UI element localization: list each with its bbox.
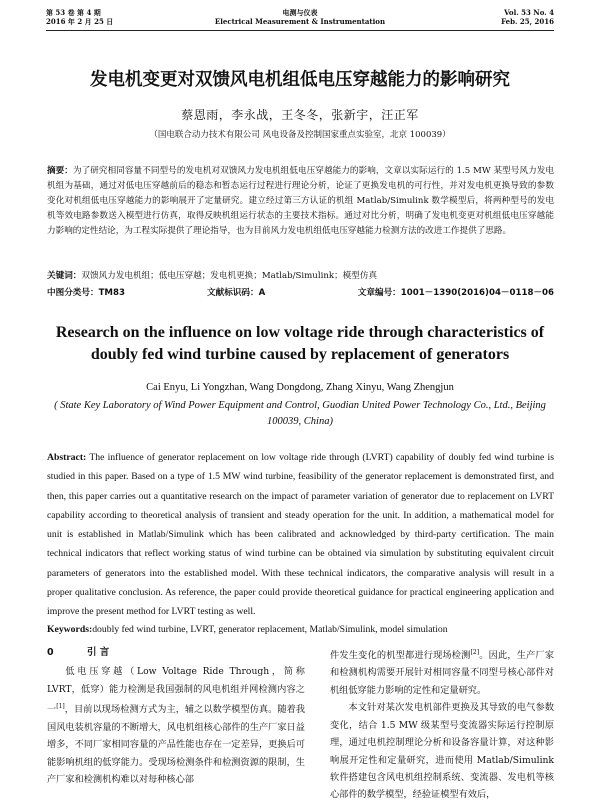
intro-text-a: 低电压穿越（Low Voltage Ride Through，简称 LVRT，低穿）能力检测是我国强制的风电机组并网检测内容之一 <box>47 666 305 716</box>
section-heading-intro <box>47 644 305 661</box>
affiliation-en: ( State Key Laboratory of Wind Power Equipment and Control, Guodian United Power Technology Co., Ltd., Beijing 100039, China) <box>54 400 546 427</box>
section-title: 引 言 <box>87 647 110 658</box>
abstract-en-label: Abstract: <box>47 452 87 463</box>
title-cn: 发电机变更对双馈风电机组低电压穿越能力的影响研究 <box>90 70 510 90</box>
body-column-left <box>47 644 305 788</box>
header-journal: 电测与仪表 Electrical Measurement & Instrumentation <box>214 8 386 26</box>
intro-paragraph-1-cont <box>330 644 554 699</box>
header-date: Vol. 53 No. 4 Feb. 25, 2016 <box>501 8 554 26</box>
keywords-cn-text: 双馈风力发电机组；低电压穿越；发电机更换；Matlab/Simulink；模型仿真 <box>81 271 378 281</box>
title-en: Research on the influence on low voltage ride through characteristics of doubly fed wind turbine caused by replacement of generators <box>55 324 545 363</box>
citation-2: [2] <box>470 649 480 656</box>
intro-paragraph-1 <box>47 663 305 788</box>
intro-text-c: 件发生变化的机型都进行现场检测 <box>330 650 471 662</box>
keywords-cn-label: 关键词： <box>47 271 82 281</box>
citation-1: [1] <box>56 703 65 711</box>
doc-code: 文献标识码：A <box>207 288 266 298</box>
clc-number: 中图分类号：TM83 <box>47 288 125 298</box>
authors-en: Cai Enyu, Li Yongzhan, Wang Dongdong, Zhang Xinyu, Wang Zhengjun <box>146 382 454 393</box>
abstract-cn-text: 为了研究相同容量不同型号的发电机对双馈风力发电机组低电压穿越能力的影响，文章以实际运行的 1.5 MW 某型号风力发电机组为基础，通过对低电压穿越前后的稳态和暂态运行过程进行理论分析，论证了更换发电机的可行性，并对发电机更换导致的参数变化对机组低电压穿越能力的影响展开了定量研究。建立经过第三方认证的机组 Matlab/Simulink 数学模型后，将两种型号的发电机等效电路参数送入模型进行仿真，取得反映机组运行状态的主要技术指标。通过对比分析，明确了发电机变更对机组低电压穿越能力影响的定性结论，为工程实际提供了理论指导，也为目前风力发电机组低电压穿越能力检测方法的改进工作提供了思路。 <box>47 166 554 236</box>
abstract-en <box>47 448 554 622</box>
running-header <box>46 6 554 31</box>
keywords-cn <box>47 269 554 281</box>
body-column-right <box>330 644 554 804</box>
abstract-cn <box>47 164 554 239</box>
intro-paragraph-2: 本文针对某次发电机部件更换及其导致的电气参数变化，结合 1.5 MW 级某型号变流器实际运行控制原理，通过电机控制理论分析和设备容量计算，对这种影响展开定性和定量研究，进而使用 Matlab/Simulink 软件搭建包含风电机组控制系统、变流器、发电机等核心部件的数学模型，经验证模型有效后， <box>330 702 554 801</box>
keywords-en-text: doubly fed wind turbine, LVRT, generator replacement, Matlab/Simulink, model simulation <box>92 624 448 635</box>
authors-cn: 蔡恩雨，李永战，王冬冬，张新宇，汪正军 <box>181 108 419 122</box>
keywords-en <box>47 624 554 635</box>
section-number: 0 <box>47 647 54 658</box>
affiliation-cn: （国电联合动力技术有限公司 风电设备及控制国家重点实验室，北京 100039） <box>149 130 451 140</box>
abstract-cn-label: 摘要： <box>47 166 73 176</box>
abstract-en-text: The influence of generator replacement on low voltage ride through (LVRT) capability of doubly fed wind turbine is studied in this paper. Based on a type of 1.5 MW wind turbine, feasibility of the generator replacement is demonstrated first, and then, this paper carries out a quantitative research on the impact of parameter variation of generator due to replacement on LVRT capability according to theoretical analysis of transient and steady operation for the unit. In addition, a mathematical model for unit is established in Matlab/Simulink which has been calibrated and acknowledged by third-party certification. The main technical indicators that reflect working status of wind turbine can be obtained via simulation by substituting equivalent circuit parameters of generators into the established model. With these technical indicators, the comparative analysis will result in a proper qualitative conclusion. As reference, the paper could provide theoretical guidance for practical engineering application and improve the present method for LVRT testing as well. <box>47 452 554 618</box>
keywords-en-label: Keywords: <box>47 624 93 635</box>
article-number: 文章编号：1001－1390(2016)04－0118－06 <box>357 288 554 298</box>
header-volume: 第 53 卷 第 4 期 2016 年 2 月 25 日 <box>46 8 114 26</box>
intro-text-d: 。因此，生产厂家和检测机构需要开展针对相同容量不同型号核心部件对机组低穿能力影响的定性和定量研究。 <box>330 650 555 696</box>
intro-text-b: ，目前以现场检测方式为主，辅之以数学模型仿真。随着我国风电装机容量的不断增大，风电机组核心部件的生产厂家日益增多，不同厂家相同容量的产品性能也存在一定差异，更换后可能影响机组的低穿能力。受现场检测条件和检测资源的限制，生产厂家和检测机构难以对每种核心部 <box>47 704 306 785</box>
